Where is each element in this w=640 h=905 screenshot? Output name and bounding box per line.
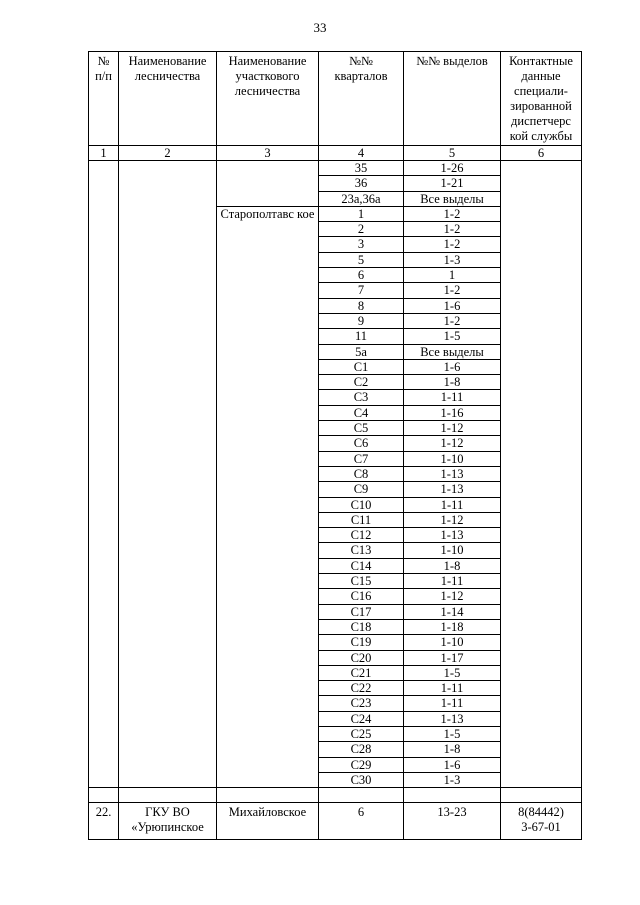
table-row (89, 803, 582, 840)
header-cell: Контактные данные специали-зированной диспетчерс кой службы (501, 52, 582, 146)
allotment-range: 1-11 (404, 696, 501, 711)
allotment-range: 1-12 (404, 589, 501, 604)
allotment-range: 1-21 (404, 176, 501, 191)
district-name: Старополтавс кое (217, 206, 319, 787)
row-number: 22. (89, 803, 119, 840)
allotment-range: 1-8 (404, 375, 501, 390)
quarter-number: С30 (319, 772, 404, 787)
quarter-number: С16 (319, 589, 404, 604)
quarter-number: С10 (319, 497, 404, 512)
quarter-number: 6 (319, 803, 404, 840)
allotment-range: 1-5 (404, 726, 501, 741)
allotment-range: 1-13 (404, 482, 501, 497)
allotment-range: 1-2 (404, 283, 501, 298)
quarter-number: С7 (319, 451, 404, 466)
allotment-range: 1-11 (404, 681, 501, 696)
allotment-range: 13-23 (404, 803, 501, 840)
header-cell: №№ выделов (404, 52, 501, 146)
quarter-number: С21 (319, 665, 404, 680)
allotment-range: 1-6 (404, 298, 501, 313)
allotment-range: 1-8 (404, 742, 501, 757)
forestry-name-line: ГКУ ВО (145, 805, 190, 820)
allotment-range: 1-13 (404, 711, 501, 726)
quarter-number: 9 (319, 313, 404, 328)
quarter-number: 35 (319, 161, 404, 176)
allotment-range: 1-18 (404, 619, 501, 634)
quarter-number: С18 (319, 619, 404, 634)
quarter-number: С19 (319, 635, 404, 650)
allotment-range: 1-3 (404, 252, 501, 267)
allotment-range: 1-2 (404, 237, 501, 252)
quarter-number: С11 (319, 512, 404, 527)
quarter-number: С6 (319, 436, 404, 451)
quarter-number: С29 (319, 757, 404, 772)
allotment-range: 1-2 (404, 313, 501, 328)
header-cell: № п/п (89, 52, 119, 146)
allotment-range: 1 (404, 268, 501, 283)
spacer-row (89, 788, 582, 803)
page-number: 33 (313, 20, 327, 35)
header-cell: №№ кварталов (319, 52, 404, 146)
allotment-range: 1-6 (404, 757, 501, 772)
district-name: Михайловское (217, 803, 319, 840)
quarter-number: 11 (319, 329, 404, 344)
quarter-number: 5а (319, 344, 404, 359)
header-cell: Наименование лесничества (119, 52, 217, 146)
allotment-range: 1-5 (404, 665, 501, 680)
column-number: 6 (501, 146, 582, 161)
quarter-number: С23 (319, 696, 404, 711)
quarter-number: С20 (319, 650, 404, 665)
allotment-range: 1-3 (404, 772, 501, 787)
quarter-number: 23а,36а (319, 191, 404, 206)
quarter-number: 1 (319, 206, 404, 221)
allotment-range: 1-10 (404, 451, 501, 466)
quarter-number: С12 (319, 528, 404, 543)
quarter-number: С28 (319, 742, 404, 757)
column-number: 1 (89, 146, 119, 161)
quarter-number: 2 (319, 222, 404, 237)
contact-line: 3-67-01 (521, 820, 561, 835)
quarter-number: 36 (319, 176, 404, 191)
column-number-row (89, 146, 582, 161)
column-number: 4 (319, 146, 404, 161)
quarter-number: С15 (319, 574, 404, 589)
contact-line: 8(84442) (518, 805, 564, 820)
allotment-range: 1-10 (404, 543, 501, 558)
row-number-cell (89, 161, 119, 788)
column-number: 5 (404, 146, 501, 161)
quarter-number: С22 (319, 681, 404, 696)
allotment-range: Все выделы (404, 344, 501, 359)
allotment-range: 1-2 (404, 206, 501, 221)
header-cell: Наименование участкового лесничества (217, 52, 319, 146)
allotment-range: 1-5 (404, 329, 501, 344)
forestry-table (88, 51, 582, 840)
allotment-range: 1-12 (404, 512, 501, 527)
allotment-range: 1-17 (404, 650, 501, 665)
allotment-range: 1-13 (404, 466, 501, 481)
quarter-number: С5 (319, 421, 404, 436)
allotment-range: 1-14 (404, 604, 501, 619)
forestry-name-cell (119, 161, 217, 788)
quarter-number: С24 (319, 711, 404, 726)
quarter-number: С9 (319, 482, 404, 497)
allotment-range: Все выделы (404, 191, 501, 206)
quarter-number: 7 (319, 283, 404, 298)
allotment-range: 1-12 (404, 436, 501, 451)
quarter-number: С14 (319, 558, 404, 573)
allotment-range: 1-12 (404, 421, 501, 436)
quarter-number: С3 (319, 390, 404, 405)
contact-data (501, 803, 582, 840)
allotment-range: 1-13 (404, 528, 501, 543)
allotment-range: 1-2 (404, 222, 501, 237)
quarter-number: С2 (319, 375, 404, 390)
allotment-range: 1-26 (404, 161, 501, 176)
quarter-number: 5 (319, 252, 404, 267)
quarter-number: С1 (319, 359, 404, 374)
allotment-range: 1-11 (404, 574, 501, 589)
allotment-range: 1-8 (404, 558, 501, 573)
allotment-range: 1-16 (404, 405, 501, 420)
quarter-number: С13 (319, 543, 404, 558)
quarter-number: 6 (319, 268, 404, 283)
column-number: 2 (119, 146, 217, 161)
allotment-range: 1-11 (404, 390, 501, 405)
quarter-number: С25 (319, 726, 404, 741)
district-name-cell (217, 161, 319, 207)
allotment-range: 1-6 (404, 359, 501, 374)
allotment-range: 1-11 (404, 497, 501, 512)
quarter-number: С17 (319, 604, 404, 619)
quarter-number: С4 (319, 405, 404, 420)
header-row (89, 52, 582, 146)
contact-cell (501, 161, 582, 788)
table-row (89, 161, 582, 176)
forestry-name-line: «Урюпинское (131, 820, 204, 835)
forestry-name (119, 803, 217, 840)
allotment-range: 1-10 (404, 635, 501, 650)
quarter-number: 3 (319, 237, 404, 252)
quarter-number: 8 (319, 298, 404, 313)
column-number: 3 (217, 146, 319, 161)
quarter-number: С8 (319, 466, 404, 481)
